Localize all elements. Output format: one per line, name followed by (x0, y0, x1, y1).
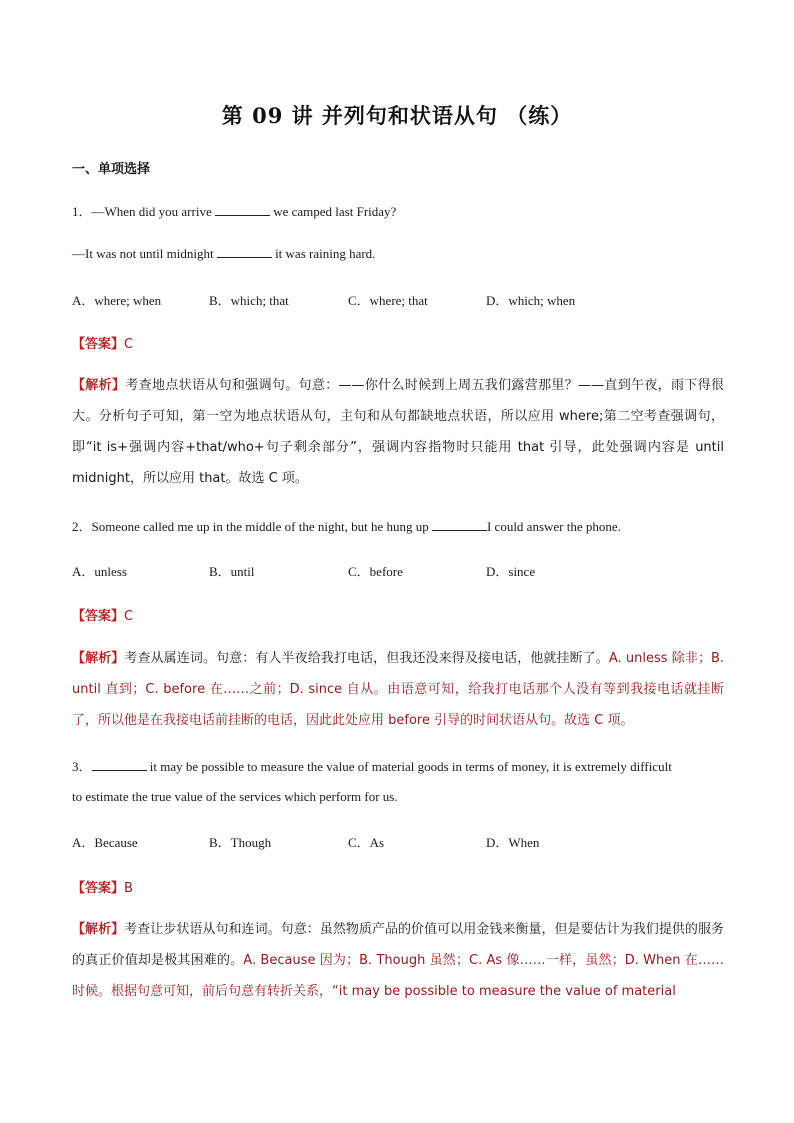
q3-answer-value: B (124, 881, 133, 896)
question-3-line-1 (72, 756, 672, 775)
q1-option-a: A．where; when (72, 293, 162, 308)
q2-explain-tag: 【解析】 (72, 651, 125, 666)
q3-text-pre: 3． (72, 759, 92, 774)
question-2-line-1 (72, 516, 621, 535)
q2-option-b: B．until (209, 564, 255, 579)
q3-text-post: it may be possible to measure the value of material goods in terms of money, it is extremely difficult (146, 759, 672, 774)
q3-explanation (72, 914, 724, 1007)
q1-blank-2 (217, 245, 272, 258)
q1-answer (72, 333, 133, 352)
question-1-line-1 (72, 201, 396, 220)
q1-line2-pre: —It was not until midnight (72, 246, 217, 261)
q3-explain-body: A. Because 因为；B. Though 虽然；C. As 像……一样，虽然；D. When 在……时候。根据句意可知，前后句意有转折关系，“it may be possible to measure the value of material (72, 953, 724, 999)
q3-option-a: A．Because (72, 835, 138, 850)
q3-explain-tag: 【解析】 (72, 922, 125, 937)
q1-explanation (72, 370, 724, 494)
q1-blank-1 (215, 203, 270, 216)
q2-answer-value: C (124, 609, 134, 624)
q2-explanation (72, 643, 724, 736)
q2-answer (72, 605, 133, 624)
q3-answer (72, 877, 133, 896)
q2-text-post: I could answer the phone. (486, 519, 621, 534)
q1-answer-tag: 【答案】 (72, 337, 125, 352)
q2-blank (432, 518, 487, 531)
q2-explain-body: A. unless 除非；B. until 直到；C. before 在……之前；D. since 自从。由语意可知，给我打电话那个人没有等到我接电话就挂断了，所以他是在我接电话前挂断的电话，因此此处应用 before 引导的时间状语从句。故选 C 项。 (72, 651, 724, 728)
q1-explain-lead: 考查地点状语从句和强调句。句意： (125, 378, 339, 393)
q1-option-c: C．where; that (348, 293, 428, 308)
q1-line2-post: it was raining hard. (271, 246, 376, 261)
q2-explain-lead: 考查从属连词。句意：有人半夜给我打电话，但我还没来得及接电话，他就挂断了。 (124, 651, 609, 666)
section-heading: 一、单项选择 (72, 162, 151, 177)
q1-explain-tag: 【解析】 (72, 378, 126, 393)
q3-answer-tag: 【答案】 (72, 881, 125, 896)
q3-blank (92, 758, 147, 771)
q1-text-post: we camped last Friday? (269, 204, 397, 219)
q1-text-pre: 1．—When did you arrive (72, 204, 215, 219)
q2-option-d: D．since (486, 564, 536, 579)
q2-option-c: C．before (348, 564, 403, 579)
question-3-line-2: to estimate the true value of the services which perform for us. (72, 789, 398, 804)
q2-text-pre: 2．Someone called me up in the middle of the night, but he hung up (72, 519, 432, 534)
q2-answer-tag: 【答案】 (72, 609, 125, 624)
question-1-line-2 (72, 245, 375, 262)
q1-option-b: B．which; that (209, 293, 289, 308)
q1-option-d: D．which; when (486, 293, 576, 308)
q3-option-b: B．Though (209, 835, 272, 850)
document-title: 第 09 讲 并列句和状语从句 （练） (221, 103, 573, 128)
q1-answer-value: C (124, 337, 134, 352)
q2-option-a: A．unless (72, 564, 127, 579)
q3-option-d: D．When (486, 835, 540, 850)
q3-option-c: C．As (348, 835, 385, 850)
q1-explain-body: ——你什么时候到上周五我们露营那里？——直到午夜，雨下得很大。分析句子可知，第一空为地点状语从句，主句和从句都缺地点状语，所以应用 where;第二空考查强调句，即“it is+强调内容+that/who+句子剩余部分”，强调内容指物时只能用 that 引导，此处强调内容是 until midnight，所以应用 that。故选 C 项。 (72, 378, 724, 486)
q3-explain-lead: 考查让步状语从句和连词。句意：虽然物质产品的价值可以用金钱来衡量，但是要估计为我们提供的服务的真正价值却是极其困难的。 (72, 922, 724, 968)
